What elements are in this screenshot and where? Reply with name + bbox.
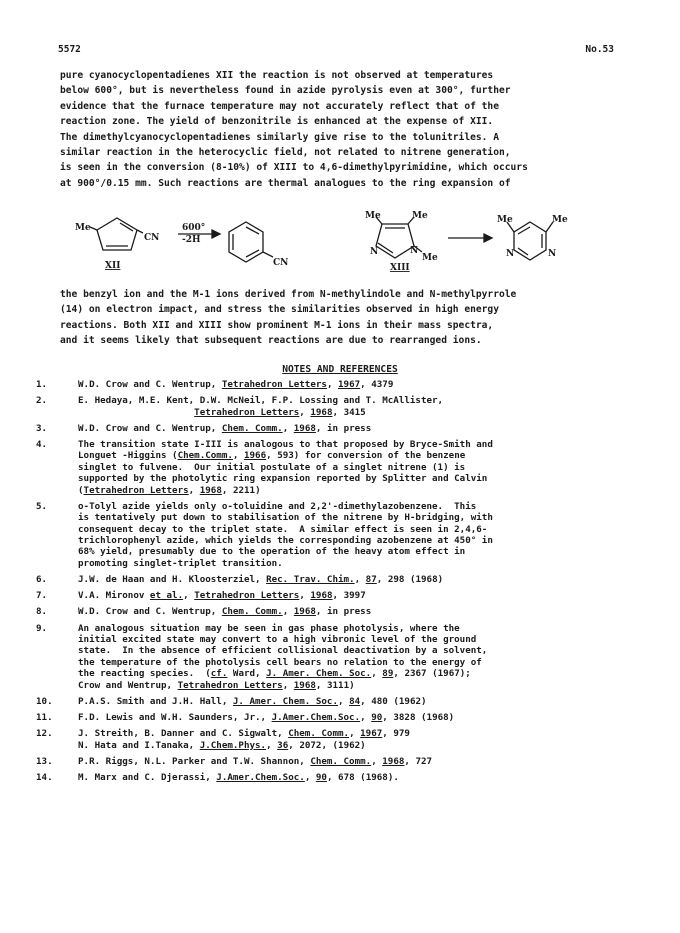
reference-number: 11. xyxy=(36,712,53,723)
citation-text: , 979 xyxy=(382,728,410,740)
citation-text: , xyxy=(371,668,383,680)
reference-line xyxy=(78,439,638,450)
citation-text: , 480 (1962) xyxy=(360,695,427,707)
citation-text: , xyxy=(266,739,278,751)
reference-number: 10. xyxy=(36,695,53,707)
citation-text: initial excited state may convert to a high vibronic level of the ground xyxy=(78,634,477,645)
notes-heading-text: NOTES AND REFERENCES xyxy=(282,364,398,375)
citation-text: , 3415 xyxy=(332,406,366,418)
citation-underlined: Tetrahedron Letters xyxy=(177,679,283,691)
citation-underlined: 1968 xyxy=(293,606,316,618)
reference-line xyxy=(78,590,638,601)
citation-text: , in press xyxy=(315,606,372,618)
reference-line xyxy=(78,680,638,691)
citation-underlined: J. Amer. Chem. Soc. xyxy=(232,695,338,707)
reference-line xyxy=(78,485,638,496)
reaction-scheme xyxy=(60,208,620,284)
citation-underlined: 1968 xyxy=(199,484,222,496)
citation-text: W.D. Crow and C. Wentrup, xyxy=(78,379,222,390)
citation-text: The transition state I-III is analogous to that proposed by Bryce-Smith and xyxy=(78,439,493,450)
reference-number: 9. xyxy=(36,622,48,634)
text-line: and it seems likely that subsequent reactions are due to rearranged ions. xyxy=(60,335,482,347)
text-line: at 900°/0.15 mm. Such reactions are thermal analogues to the ring expansion of xyxy=(60,177,511,189)
reference-text xyxy=(78,574,638,585)
reference-line xyxy=(78,657,638,668)
reference-line xyxy=(78,606,638,617)
reference-text xyxy=(78,696,638,707)
reference-line xyxy=(78,535,638,546)
citation-underlined: 1968 xyxy=(382,755,405,767)
reference-number: 5. xyxy=(36,500,48,512)
citation-underlined: Tetrahedron Letters xyxy=(221,379,327,390)
reference-number: 12. xyxy=(36,728,53,740)
citation-text: J. Streith, B. Danner and C. Sigwalt, xyxy=(78,728,289,740)
citation-text: , in press xyxy=(315,422,372,434)
citation-text: M. Marx and C. Djerassi, xyxy=(78,772,217,783)
reference-line xyxy=(78,712,638,723)
reference-number: 6. xyxy=(36,574,48,585)
citation-text: P.R. Riggs, N.L. Parker and T.W. Shannon, xyxy=(78,755,311,767)
reference-line xyxy=(78,623,638,634)
reference-line xyxy=(78,728,638,739)
citation-text xyxy=(78,407,194,418)
citation-text: is tentatively put down to stabilisation of the nitrene by H-bridging, with xyxy=(78,512,493,524)
reaction-arrow-2 xyxy=(448,234,492,242)
text-line: pure cyanocyclopentadienes XII the reaction is not observed at temperatures xyxy=(60,70,494,81)
reference-text xyxy=(78,379,638,390)
citation-underlined: Tetrahedron Letters xyxy=(83,484,189,496)
citation-text: , xyxy=(349,728,361,740)
reference-text xyxy=(78,606,638,617)
nitrogen-label: N xyxy=(370,247,379,257)
citation-text: J.W. de Haan and H. Kloosterziel, xyxy=(78,574,267,585)
body-paragraph-2 xyxy=(60,287,620,349)
reference-line xyxy=(78,450,638,461)
cyclopentadiene-structure xyxy=(90,218,143,250)
reference-line xyxy=(78,772,638,783)
reference-text xyxy=(78,623,638,691)
reference-line xyxy=(78,634,638,645)
citation-underlined: 90 xyxy=(315,772,327,783)
reference-text xyxy=(78,395,638,418)
reference-line xyxy=(78,407,638,418)
reaction-temperature: 600° xyxy=(182,223,206,233)
reference-line xyxy=(78,462,638,473)
reference-line xyxy=(78,524,638,535)
citation-text: , 593) for conversion of the benzene xyxy=(266,450,466,462)
citation-underlined: J. Amer. Chem. Soc. xyxy=(266,668,372,680)
reference-line xyxy=(78,501,638,512)
citation-text: the temperature of the photolysis cell bears no relation to the energy of xyxy=(78,656,482,668)
citation-text: , xyxy=(326,379,339,390)
reference-text xyxy=(78,423,638,434)
reference-text xyxy=(78,712,638,723)
citation-underlined: Tetrahedron Letters xyxy=(194,406,300,418)
reference-line xyxy=(78,668,638,679)
citation-text: An analogous situation may be seen in gas phase photolysis, where the xyxy=(78,622,460,634)
citation-text: , xyxy=(282,679,294,691)
notes-heading xyxy=(0,364,680,375)
reference-line xyxy=(78,756,638,767)
reference-number: 13. xyxy=(36,755,53,767)
citation-text: , xyxy=(299,406,311,418)
text-line: reactions. Both XII and XIII show prominent M-1 ions in their mass spectra, xyxy=(60,319,494,331)
citation-text: state. In the absence of efficient collisional deactivation by a solvent, xyxy=(78,645,488,657)
citation-text: , 3997 xyxy=(332,590,366,602)
reference-line xyxy=(78,395,638,406)
reference-line xyxy=(78,546,638,557)
reference-line xyxy=(78,512,638,523)
methyl-label: Me xyxy=(497,215,513,225)
journal-number: No.53 xyxy=(585,44,614,55)
citation-text: promoting singlet-triplet transition. xyxy=(78,557,283,569)
text-line: reaction zone. The yield of benzonitrile is enhanced at the expense of XII. xyxy=(60,116,494,128)
citation-text: , 2072, (1962) xyxy=(288,739,366,751)
text-line: is seen in the conversion (8-10%) of XIII to 4,6-dimethylpyrimidine, which occurs xyxy=(60,162,528,174)
methyl-label: Me xyxy=(552,215,568,225)
citation-underlined: et al. xyxy=(149,590,184,602)
citation-underlined: 90 xyxy=(371,712,383,723)
cyano-label: CN xyxy=(273,258,289,268)
methyl-label: Me xyxy=(422,253,438,263)
text-line: similar reaction in the heterocyclic field, not related to nitrene generation, xyxy=(60,147,511,159)
reference-line xyxy=(78,558,638,569)
reference-number: 14. xyxy=(36,772,53,783)
citation-text: ( xyxy=(78,484,84,496)
reference-line xyxy=(78,645,638,656)
citation-text: F.D. Lewis and W.H. Saunders, Jr., xyxy=(78,712,272,723)
compound-label-xii: XII xyxy=(105,261,121,271)
citation-text: , xyxy=(354,574,366,585)
citation-text: E. Hedaya, M.E. Kent, D.W. McNeil, F.P. Lossing and T. McAllister, xyxy=(78,395,444,407)
reference-text xyxy=(78,501,638,569)
reference-number: 4. xyxy=(36,439,48,450)
reference-text xyxy=(78,439,638,496)
text-line: evidence that the furnace temperature may not accurately reflect that of the xyxy=(60,100,499,112)
nitrogen-label: N xyxy=(548,249,557,259)
citation-text: Longuet -Higgins ( xyxy=(78,450,178,462)
reference-line xyxy=(78,696,638,707)
citation-underlined: Chem. Comm. xyxy=(221,422,283,434)
citation-text: , xyxy=(338,695,350,707)
cyano-label: CN xyxy=(144,233,160,243)
reference-line xyxy=(78,473,638,484)
citation-text: N. Hata and I.Tanaka, xyxy=(78,739,200,751)
citation-underlined: 1968 xyxy=(310,590,333,602)
citation-text: singlet to fulvene. Our initial postulate of a singlet nitrene (1) is xyxy=(78,461,466,473)
text-line: the benzyl ion and the M-1 ions derived from N-methylindole and N-methylpyrrole xyxy=(60,289,517,300)
citation-underlined: Chem. Comm. xyxy=(310,755,372,767)
citation-text: , 2211) xyxy=(221,484,261,496)
citation-underlined: J.Chem.Phys. xyxy=(199,739,267,751)
citation-text: , xyxy=(371,755,383,767)
reference-line xyxy=(78,574,638,585)
citation-text: , xyxy=(282,422,294,434)
citation-underlined: 84 xyxy=(349,695,361,707)
page-header xyxy=(58,44,614,58)
citation-text: , xyxy=(299,590,311,602)
citation-text: , 298 (1968) xyxy=(376,574,444,585)
citation-underlined: Chem. Comm. xyxy=(221,606,283,618)
citation-text: , xyxy=(232,450,244,462)
reference-line xyxy=(78,740,638,751)
citation-text: , xyxy=(282,606,294,618)
citation-text: , xyxy=(304,772,316,783)
reference-number: 2. xyxy=(36,395,48,407)
citation-underlined: 89 xyxy=(382,668,394,680)
benzonitrile-structure xyxy=(229,222,273,262)
citation-underlined: Chem. Comm. xyxy=(288,728,350,740)
citation-underlined: Tetrahedron Letters xyxy=(194,590,300,602)
compound-label-xiii: XIII xyxy=(390,263,410,273)
citation-text: 68% yield, presumably due to the operation of the heavy atom effect in xyxy=(78,546,466,558)
citation-text: consequent decay to the triplet state. A similar effect is seen in 2,4,6- xyxy=(78,523,488,535)
citation-text: Ward, xyxy=(227,668,267,680)
reference-line xyxy=(78,379,638,390)
citation-underlined: J.Amer.Chem.Soc. xyxy=(271,712,361,723)
text-line: below 600°, but is nevertheless found in azide pyrolysis even at 300°, further xyxy=(60,85,511,97)
reference-number: 1. xyxy=(36,379,48,390)
reference-number: 8. xyxy=(36,606,48,618)
citation-underlined: 1968 xyxy=(293,679,316,691)
citation-text: , 4379 xyxy=(360,379,394,390)
citation-text: trichlorophenyl azide, which yields the corresponding azobenzene at 450° in xyxy=(78,535,493,547)
reference-text xyxy=(78,728,638,751)
hydrogen-loss-label: -2H xyxy=(182,235,201,245)
citation-text: V.A. Mironov xyxy=(78,590,150,602)
nitrogen-label: N xyxy=(506,249,515,259)
citation-underlined: 1967 xyxy=(338,379,361,390)
reference-number: 3. xyxy=(36,422,48,434)
nitrogen-label: N xyxy=(410,246,419,256)
citation-underlined: J.Amer.Chem.Soc. xyxy=(216,772,305,783)
citation-text: o-Tolyl azide yields only o-toluidine and 2,2'-dimethylazobenzene. This xyxy=(78,500,477,512)
citation-underlined: 1966 xyxy=(243,450,267,462)
methyl-label: Me xyxy=(365,211,381,221)
body-paragraph-1 xyxy=(60,68,620,191)
citation-underlined: cf. xyxy=(210,668,228,680)
citation-underlined: 1968 xyxy=(293,422,316,434)
citation-text: , 727 xyxy=(404,755,433,767)
citation-underlined: 87 xyxy=(365,574,377,585)
citation-text: W.D. Crow and C. Wentrup, xyxy=(78,606,222,618)
citation-underlined: 1967 xyxy=(360,728,383,740)
methyl-label: Me xyxy=(75,223,91,233)
reference-text xyxy=(78,772,638,783)
citation-text: the reacting species. ( xyxy=(78,668,211,680)
reference-line xyxy=(78,423,638,434)
reference-text xyxy=(78,756,638,767)
citation-text: Crow and Wentrup, xyxy=(78,679,178,691)
citation-text: , xyxy=(360,712,372,723)
page-number: 5572 xyxy=(58,44,81,55)
citation-text: P.A.S. Smith and J.H. Hall, xyxy=(78,695,233,707)
citation-text: supported by the photolytic ring expansion reported by Splitter and Calvin xyxy=(78,473,488,485)
methyl-label: Me xyxy=(412,211,428,221)
citation-text: , 3111) xyxy=(315,679,355,691)
citation-underlined: Rec. Trav. Chim. xyxy=(266,574,355,585)
citation-text: , 678 (1968). xyxy=(326,772,399,783)
citation-underlined: Chem.Comm. xyxy=(177,450,233,462)
text-line: The dimethylcyanocyclopentadienes similarly give rise to the tolunitriles. A xyxy=(60,131,499,143)
citation-text: , xyxy=(183,590,195,602)
citation-text: W.D. Crow and C. Wentrup, xyxy=(78,422,222,434)
citation-text: , 3828 (1968) xyxy=(382,712,455,723)
citation-underlined: 1968 xyxy=(310,406,333,418)
reaction-scheme-figure xyxy=(60,208,620,284)
reference-text xyxy=(78,590,638,601)
citation-underlined: 36 xyxy=(277,739,289,751)
citation-text: , 2367 (1967); xyxy=(393,668,471,680)
citation-text: , xyxy=(188,484,200,496)
text-line: (14) on electron impact, and stress the similarities observed in high energy xyxy=(60,304,499,316)
reference-number: 7. xyxy=(36,590,48,602)
